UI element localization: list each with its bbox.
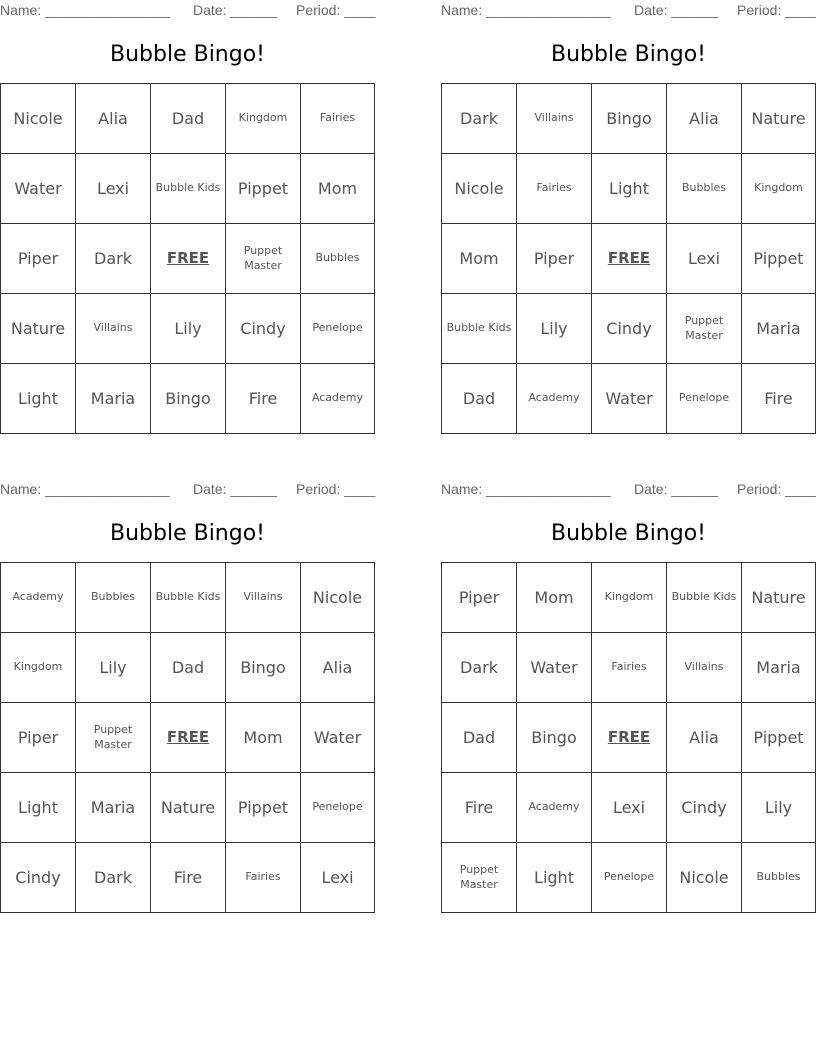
bingo-cell: Academy: [517, 364, 592, 434]
free-space: FREE: [151, 703, 226, 773]
bingo-cell: Mom: [442, 224, 517, 294]
bingo-cell: Nicole: [667, 843, 742, 913]
bingo-cell: Nature: [1, 294, 76, 364]
bingo-cell: Fire: [742, 364, 816, 434]
bingo-cell: Lexi: [592, 773, 667, 843]
bingo-cell: Light: [1, 364, 76, 434]
bingo-cell: Nature: [151, 773, 226, 843]
bingo-cell: Dad: [151, 84, 226, 154]
bingo-cell: Puppet Master: [667, 294, 742, 364]
bingo-cell: Light: [592, 154, 667, 224]
bingo-cell: Piper: [442, 563, 517, 633]
bingo-cell: Cindy: [226, 294, 301, 364]
bingo-cell: Puppet Master: [442, 843, 517, 913]
bingo-cell: Lily: [742, 773, 816, 843]
bingo-cell: Academy: [301, 364, 375, 434]
bingo-cell: Fairies: [592, 633, 667, 703]
student-info-header: [0, 481, 375, 499]
bingo-cell: Kingdom: [742, 154, 816, 224]
bingo-cell: Piper: [1, 703, 76, 773]
bingo-cell: Piper: [1, 224, 76, 294]
bingo-cell: Maria: [742, 633, 816, 703]
bingo-grid: [0, 83, 375, 434]
bingo-cell: Light: [517, 843, 592, 913]
bingo-cell: Bingo: [226, 633, 301, 703]
bingo-cell: Bubble Kids: [151, 154, 226, 224]
bingo-cell: Dark: [442, 84, 517, 154]
bingo-cell: Villains: [667, 633, 742, 703]
bingo-cell: Dad: [442, 703, 517, 773]
period-field: Period: ____: [737, 2, 816, 18]
bingo-cell: Bubbles: [667, 154, 742, 224]
card-title: Bubble Bingo!: [110, 521, 265, 546]
bingo-cell: Alia: [76, 84, 151, 154]
free-space: FREE: [592, 224, 667, 294]
date-field: Date: ______: [193, 481, 278, 497]
bingo-cell: Bingo: [592, 84, 667, 154]
bingo-cell: Lexi: [667, 224, 742, 294]
bingo-cell: Nature: [742, 563, 816, 633]
bingo-cell: Fairies: [517, 154, 592, 224]
bingo-cell: Pippet: [742, 703, 816, 773]
bingo-cell: Fairies: [301, 84, 375, 154]
bingo-cell: Pippet: [226, 154, 301, 224]
bingo-cell: Dark: [76, 224, 151, 294]
bingo-cell: Dark: [442, 633, 517, 703]
bingo-cell: Kingdom: [592, 563, 667, 633]
bingo-cell: Bubbles: [742, 843, 816, 913]
bingo-cell: Nicole: [442, 154, 517, 224]
bingo-cell: Bubble Kids: [667, 563, 742, 633]
student-info-header: [441, 481, 816, 499]
bingo-cell: Mom: [301, 154, 375, 224]
bingo-cell: Bingo: [151, 364, 226, 434]
bingo-cell: Water: [592, 364, 667, 434]
bingo-cell: Alia: [667, 84, 742, 154]
bingo-cell: Fairies: [226, 843, 301, 913]
free-space: FREE: [592, 703, 667, 773]
name-field: Name: ________________: [441, 481, 611, 497]
bingo-cell: Lexi: [301, 843, 375, 913]
bingo-cell: Academy: [517, 773, 592, 843]
bingo-cell: Nicole: [1, 84, 76, 154]
bingo-cell: Cindy: [1, 843, 76, 913]
bingo-cell: Dad: [151, 633, 226, 703]
bingo-cell: Maria: [76, 364, 151, 434]
bingo-cell: Bubble Kids: [151, 563, 226, 633]
bingo-cell: Villains: [517, 84, 592, 154]
bingo-cell: Pippet: [742, 224, 816, 294]
bingo-cell: Cindy: [592, 294, 667, 364]
bingo-cell: Lily: [76, 633, 151, 703]
bingo-cell: Alia: [667, 703, 742, 773]
name-field: Name: ________________: [441, 2, 611, 18]
date-field: Date: ______: [634, 2, 719, 18]
name-field: Name: ________________: [0, 481, 170, 497]
bingo-cell: Water: [1, 154, 76, 224]
bingo-cell: Penelope: [592, 843, 667, 913]
bingo-cell: Puppet Master: [226, 224, 301, 294]
bingo-cell: Villains: [226, 563, 301, 633]
bingo-cell: Dark: [76, 843, 151, 913]
bingo-cell: Maria: [742, 294, 816, 364]
bingo-cell: Mom: [226, 703, 301, 773]
bingo-cell: Lily: [151, 294, 226, 364]
bingo-card: [0, 0, 375, 435]
bingo-cell: Bubbles: [76, 563, 151, 633]
bingo-cell: Light: [1, 773, 76, 843]
date-field: Date: ______: [634, 481, 719, 497]
bingo-card: [0, 479, 375, 914]
bingo-cell: Pippet: [226, 773, 301, 843]
bingo-cell: Piper: [517, 224, 592, 294]
free-space: FREE: [151, 224, 226, 294]
bingo-cell: Villains: [76, 294, 151, 364]
student-info-header: [441, 2, 816, 20]
bingo-cell: Water: [517, 633, 592, 703]
bingo-cell: Bubble Kids: [442, 294, 517, 364]
bingo-cell: Maria: [76, 773, 151, 843]
card-title: Bubble Bingo!: [110, 42, 265, 67]
bingo-cell: Puppet Master: [76, 703, 151, 773]
bingo-grid: [441, 83, 816, 434]
bingo-cell: Nature: [742, 84, 816, 154]
bingo-cell: Penelope: [301, 773, 375, 843]
bingo-card: [441, 479, 816, 914]
bingo-cell: Nicole: [301, 563, 375, 633]
bingo-cell: Fire: [151, 843, 226, 913]
bingo-cell: Lexi: [76, 154, 151, 224]
card-title: Bubble Bingo!: [551, 521, 706, 546]
bingo-grid: [441, 562, 816, 913]
bingo-cell: Penelope: [667, 364, 742, 434]
period-field: Period: ____: [737, 481, 816, 497]
bingo-card: [441, 0, 816, 435]
bingo-cell: Bingo: [517, 703, 592, 773]
bingo-cell: Kingdom: [226, 84, 301, 154]
bingo-cell: Fire: [442, 773, 517, 843]
bingo-cell: Academy: [1, 563, 76, 633]
period-field: Period: ____: [296, 2, 376, 18]
student-info-header: [0, 2, 375, 20]
bingo-cell: Dad: [442, 364, 517, 434]
bingo-cell: Mom: [517, 563, 592, 633]
name-field: Name: ________________: [0, 2, 170, 18]
bingo-cell: Lily: [517, 294, 592, 364]
bingo-cell: Kingdom: [1, 633, 76, 703]
date-field: Date: ______: [193, 2, 278, 18]
bingo-cell: Bubbles: [301, 224, 375, 294]
bingo-cell: Penelope: [301, 294, 375, 364]
bingo-cell: Cindy: [667, 773, 742, 843]
bingo-cell: Water: [301, 703, 375, 773]
bingo-cell: Fire: [226, 364, 301, 434]
bingo-grid: [0, 562, 375, 913]
bingo-cell: Alia: [301, 633, 375, 703]
card-title: Bubble Bingo!: [551, 42, 706, 67]
period-field: Period: ____: [296, 481, 376, 497]
